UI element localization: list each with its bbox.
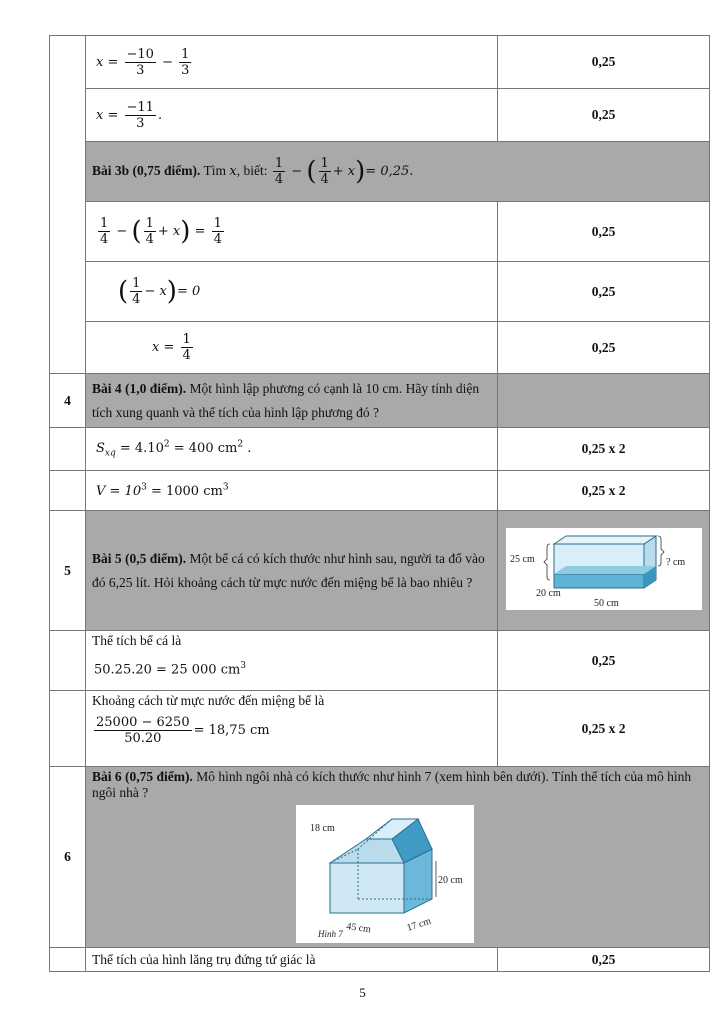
table-row <box>50 948 710 972</box>
score-cell: 0,25 <box>498 36 710 89</box>
problem-row <box>50 142 710 202</box>
step-cell: Thể tích của hình lăng trụ đứng tứ giác là <box>86 948 498 972</box>
math-unit: cm <box>203 483 223 499</box>
problem-statement <box>86 374 498 428</box>
fraction <box>179 47 191 78</box>
math-text: x = <box>96 107 119 123</box>
math-text: + x <box>157 224 181 239</box>
numerator: 25000 − 6250 <box>96 715 190 730</box>
question-number: 4 <box>50 374 86 428</box>
numerator: 1 <box>213 216 222 231</box>
denominator: 50.20 <box>124 731 162 746</box>
denominator: 3 <box>136 62 145 78</box>
math-text: . <box>157 107 163 123</box>
math-expression <box>92 715 491 746</box>
math-superscript: 3 <box>222 482 229 493</box>
score-cell: 0,25 x 2 <box>498 428 710 471</box>
denominator: 4 <box>320 172 329 187</box>
step-cell <box>86 471 498 511</box>
fraction <box>94 715 192 746</box>
problem-statement <box>86 511 498 631</box>
denominator: 4 <box>132 292 141 307</box>
step-text: Thể tích bể cá là <box>92 633 182 648</box>
denominator: 4 <box>100 232 109 247</box>
math-expression <box>96 439 252 459</box>
math-superscript: 3 <box>141 482 147 493</box>
problem-title: Bài 3b (0,75 điểm). <box>92 163 201 178</box>
fraction <box>319 156 331 187</box>
roof-label: 18 cm <box>310 823 335 834</box>
problem-title: Bài 6 (0,75 điểm). <box>92 769 193 784</box>
score-cell: 0,25 <box>498 202 710 262</box>
page-number: 5 <box>359 985 366 1000</box>
numerator: 1 <box>132 276 141 291</box>
figure-caption: Hình 7 <box>318 929 343 939</box>
table-row <box>50 322 710 374</box>
math-text: = 4.10 <box>119 440 164 456</box>
numerator: 1 <box>145 216 154 231</box>
numerator: 1 <box>182 332 191 347</box>
fraction <box>130 276 142 307</box>
figure-cell <box>498 511 710 631</box>
math-text: V = 10 <box>96 483 142 499</box>
math-text: x = <box>152 340 175 355</box>
score-cell: 0,25 <box>498 89 710 142</box>
problem-row <box>50 511 710 631</box>
height-label: 25 cm <box>509 553 535 565</box>
denominator: 4 <box>213 232 222 247</box>
problem-text: , biết: <box>236 163 271 178</box>
table-row <box>50 202 710 262</box>
math-expression <box>94 661 491 677</box>
problem-text: Một bể cá có kích thước như hình sau, người ta đổ vào đó 6,25 lít. Hỏi khoảng cách từ mực nước đến miệng bể là bao nhiêu ? <box>92 550 485 590</box>
math-expression: ( $\frac{1}{4}$ − x)= 0 <box>118 276 201 307</box>
denominator: 4 <box>274 172 284 187</box>
table-row <box>50 691 710 767</box>
step-cell <box>86 262 498 322</box>
empty-score-cell <box>498 374 710 428</box>
math-subscript: xq <box>104 448 116 459</box>
math-expression: $\frac{1}{4}$ − ( $\frac{1}{4}$ + x) = $\frac{1}{4}$ <box>100 216 222 247</box>
denominator: 4 <box>182 348 191 363</box>
step-cell <box>86 631 498 691</box>
score-cell: 0,25 x 2 <box>498 691 710 767</box>
question-number-cell <box>50 948 86 972</box>
problem-row <box>50 374 710 428</box>
score-cell: 0,25 <box>498 631 710 691</box>
score-cell: 0,25 <box>498 948 710 972</box>
step-cell <box>86 691 498 767</box>
score-cell: 0,25 x 2 <box>498 471 710 511</box>
problem-statement <box>86 767 710 948</box>
problem-text: Một hình lập phương có cạnh là 10 cm. Hãy tính diện tích xung quanh và thể tích của hình lập phương đó ? <box>92 380 480 420</box>
math-expression <box>152 332 195 363</box>
score-cell: 0,25 <box>498 262 710 322</box>
denominator: 3 <box>136 115 145 131</box>
step-cell <box>86 202 498 262</box>
fraction <box>125 100 156 131</box>
question-number-cell <box>50 428 86 471</box>
math-superscript: 2 <box>237 439 244 450</box>
numerator: 1 <box>181 46 190 62</box>
fraction <box>144 216 156 247</box>
score-cell: 0,25 <box>498 322 710 374</box>
unknown-label: ? cm <box>665 556 685 568</box>
math-text: − <box>116 224 128 239</box>
table-row <box>50 428 710 471</box>
fraction <box>125 47 156 78</box>
fraction <box>181 332 193 363</box>
math-text: = 0,25. <box>365 164 414 179</box>
house-figure <box>296 805 474 943</box>
width-label: 20 cm <box>535 587 561 599</box>
fraction <box>212 216 224 247</box>
denominator: 4 <box>145 232 154 247</box>
math-text: x = <box>96 54 119 70</box>
math-text: = <box>194 224 206 239</box>
step-cell <box>86 36 498 89</box>
numerator: 1 <box>320 156 329 171</box>
math-unit: cm <box>217 440 238 456</box>
math-unit: cm <box>220 662 241 678</box>
numerator: 1 <box>274 156 284 171</box>
math-expression <box>96 484 229 499</box>
math-text: = 18,75 <box>193 723 246 738</box>
question-number: 6 <box>50 767 86 948</box>
math-expression <box>96 99 163 131</box>
step-cell <box>86 322 498 374</box>
math-expression <box>96 46 193 78</box>
numerator: −10 <box>126 46 154 62</box>
problem-row <box>50 767 710 948</box>
math-text: . <box>247 440 252 456</box>
math-text: x <box>229 164 237 179</box>
answer-table <box>49 35 710 972</box>
problem-statement <box>86 142 710 202</box>
height-label: 20 cm <box>438 875 463 886</box>
question-number-cell <box>50 631 86 691</box>
table-row <box>50 631 710 691</box>
fish-tank-figure <box>506 528 702 610</box>
table-row <box>50 89 710 142</box>
fraction <box>98 216 110 247</box>
question-number: 5 <box>50 511 86 631</box>
problem-text: Tìm <box>200 163 230 178</box>
math-text: + x <box>332 164 356 179</box>
math-text: S <box>96 440 105 456</box>
question-number-cell <box>50 471 86 511</box>
math-superscript: 3 <box>240 661 247 671</box>
math-text: − <box>162 54 173 70</box>
table-row <box>50 36 710 89</box>
step-text: Khoảng cách từ mực nước đến miệng bể là <box>92 693 325 708</box>
math-text: = 1000 <box>150 483 200 499</box>
problem-text: Mô hình ngôi nhà có kích thước như hình 7 (xem hình bên dưới). Tính thể tích của mô hình ngôi nhà ? <box>92 769 692 800</box>
step-cell <box>86 89 498 142</box>
problem-title: Bài 4 (1,0 điểm). <box>92 380 187 396</box>
numerator: −11 <box>126 99 154 115</box>
length-label: 45 cm <box>345 921 372 936</box>
width-label: 17 cm <box>405 915 433 934</box>
fraction <box>273 156 285 187</box>
question-number-cell <box>50 691 86 767</box>
math-superscript: 2 <box>163 439 170 450</box>
question-number-cell <box>50 36 86 374</box>
math-unit: cm <box>250 723 270 738</box>
denominator: 3 <box>181 62 190 78</box>
math-text: = 0 <box>176 284 201 299</box>
step-cell <box>86 428 498 471</box>
math-text: 50.25.20 = 25 000 <box>94 662 217 678</box>
answer-table-container <box>49 35 709 972</box>
math-text: = 400 <box>173 440 214 456</box>
numerator: 1 <box>100 216 109 231</box>
math-expression: $\frac{1}{4}$ − ( $\frac{1}{4}$ + x)= 0,25. <box>274 156 414 187</box>
table-row <box>50 262 710 322</box>
table-row <box>50 471 710 511</box>
length-label: 50 cm <box>593 597 619 609</box>
problem-title: Bài 5 (0,5 điểm). <box>92 550 187 566</box>
math-text: − x <box>144 284 167 299</box>
